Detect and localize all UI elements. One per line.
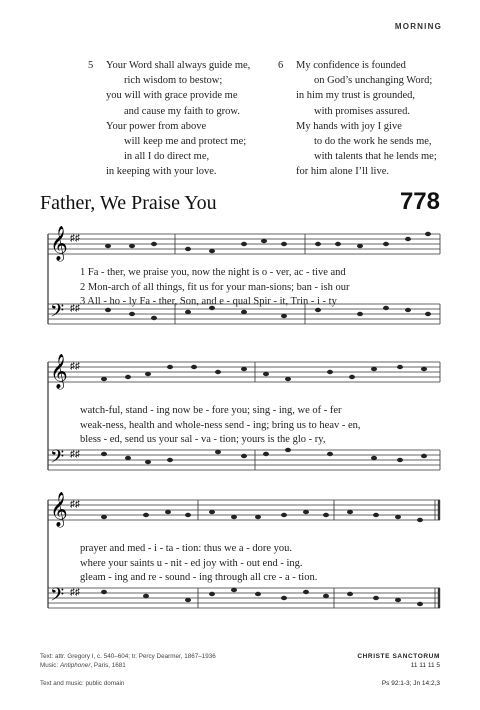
meter: 11 11 11 5: [410, 662, 440, 669]
section-label: MORNING: [394, 22, 442, 31]
verse-line: in all I do direct me,: [124, 151, 210, 163]
music-credit-suffix: , Paris, 1681: [90, 662, 126, 669]
verse-number: 6: [278, 60, 284, 71]
bass-clef-icon: 𝄢: [50, 446, 65, 471]
text-credit: Text: attr. Gregory I, c. 540–604; tr. Percy Dearmer, 1867–1936: [40, 653, 216, 660]
verse-line: for him alone I’ll live.: [296, 166, 390, 178]
verse-6: [278, 58, 437, 180]
verse-line: will keep me and protect me;: [124, 136, 247, 148]
bass-clef-icon: 𝄢: [50, 300, 65, 325]
treble-clef-icon: 𝄞: [50, 493, 68, 526]
copyright-note: Text and music: public domain: [40, 680, 125, 687]
lyric-line: weak-ness, health and whole-ness send - ing; bring us to heav - en,: [80, 419, 361, 431]
hymn-title: Father, We Praise You: [40, 192, 217, 214]
verse-line: to do the work he sends me,: [314, 136, 432, 148]
bass-clef-icon: 𝄢: [50, 584, 65, 609]
verse-line: Your power from above: [106, 120, 207, 132]
lyric-line: 2 Mon-arch of all things, fit us for your man-sions; ban - ish our: [80, 281, 350, 293]
credits: [40, 652, 216, 670]
tune-name: CHRISTE SANCTORUM: [357, 653, 440, 660]
lyrics-system-3: [80, 542, 317, 586]
music-credit-prefix: Music:: [40, 662, 60, 669]
scripture-reference: Ps 92:1-3; Jn 14:2,3: [381, 680, 440, 687]
tune-info: [357, 652, 440, 670]
key-signature-icon: ♯♯: [70, 233, 80, 244]
treble-clef-icon: 𝄞: [50, 355, 68, 388]
lyric-line: watch-ful, stand - ing now be - fore you; sing - ing, we of - fer: [80, 405, 342, 416]
lyric-line: gleam - ing and re - sound - ing through all cre - a - tion.: [80, 572, 318, 584]
hymn-number: 778: [399, 188, 440, 215]
verse-line: with promises assured.: [314, 105, 410, 117]
lyrics-system-1: [80, 266, 349, 310]
key-signature-icon: ♯♯: [70, 587, 80, 598]
key-signature-icon: ♯♯: [70, 449, 80, 460]
verse-line: My hands with joy I give: [296, 120, 402, 132]
lyric-line: prayer and med - i - ta - tion: thus we a - dore you.: [80, 543, 292, 554]
lyric-line: 1 Fa - ther, we praise you, now the night is o - ver, ac - tive and: [80, 267, 346, 278]
lyric-line: 3 All - ho - ly Fa - ther, Son, and e - qual Spir - it, Trin - i - ty: [80, 296, 337, 308]
verse-line: with talents that he lends me;: [314, 151, 437, 163]
verse-number: 5: [88, 60, 94, 71]
key-signature-icon: ♯♯: [70, 361, 80, 372]
music-credit-source: Antiphoner: [59, 662, 91, 669]
treble-clef-icon: 𝄞: [50, 227, 68, 260]
key-signature-icon: ♯♯: [70, 303, 80, 314]
verse-line: in keeping with your love.: [106, 166, 217, 178]
verse-line: My confidence is founded: [296, 60, 406, 71]
verse-line: Your Word shall always guide me,: [106, 60, 251, 71]
verse-line: you will with grace provide me: [106, 90, 238, 102]
lyric-line: where your saints u - nit - ed joy with - out end - ing.: [80, 557, 303, 569]
key-signature-icon: ♯♯: [70, 499, 80, 510]
verse-line: in him my trust is grounded,: [296, 90, 415, 102]
verse-5: [88, 58, 250, 180]
verse-line: and cause my faith to grow.: [124, 105, 240, 117]
verse-line: rich wisdom to bestow;: [124, 75, 223, 87]
lyrics-system-2: [80, 404, 361, 448]
verse-line: on God’s unchanging Word;: [314, 75, 433, 87]
music-credit: [40, 661, 216, 670]
lyric-line: bless - ed, send us your sal - va - tion; yours is the glo - ry,: [80, 434, 326, 446]
